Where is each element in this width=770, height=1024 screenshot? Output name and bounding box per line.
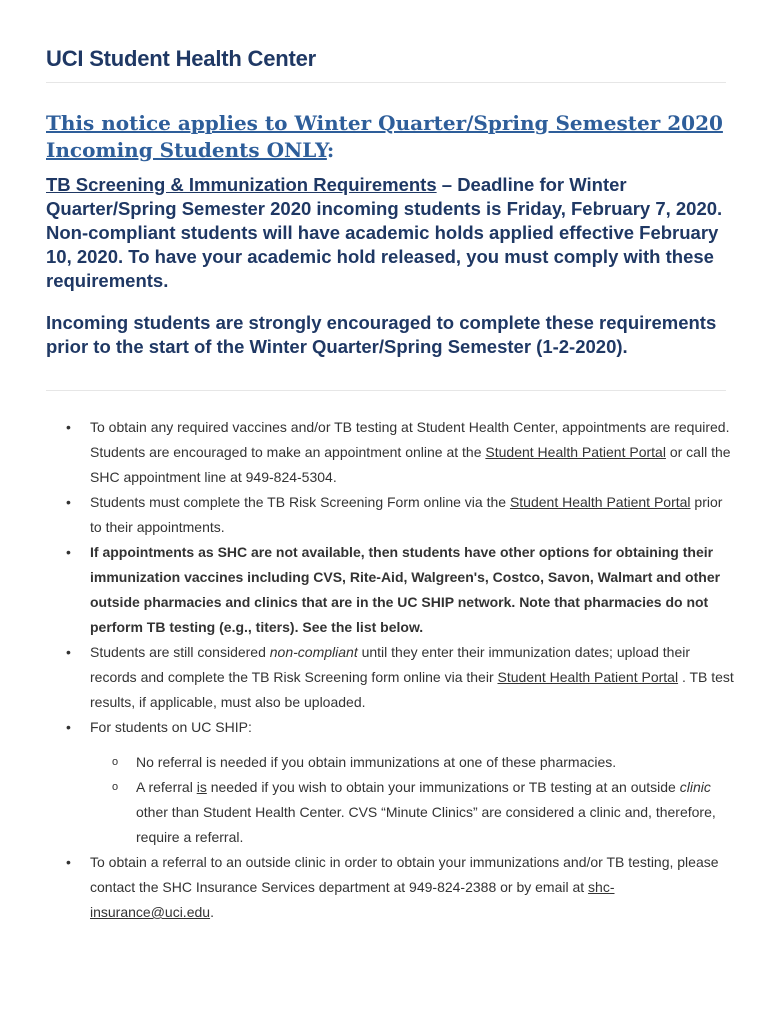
sub-list-item-text: other than Student Health Center. CVS “Minute Clinics” are considered a clinic and, therefore, require a referral. — [136, 804, 716, 845]
notice-colon: : — [326, 138, 335, 162]
clinic-term: clinic — [679, 779, 711, 795]
list-item-text: prior to their appointments. — [90, 494, 723, 535]
patient-portal-link[interactable]: Student Health Patient Portal — [497, 669, 679, 685]
requirements-link[interactable]: TB Screening & Immunization Requirements — [46, 174, 437, 195]
notice-heading — [46, 110, 736, 164]
encouragement-text: Incoming students are strongly encouraged to complete these requirements prior to the start of the Winter Quarter/Spring Semester (1-2-2020). — [46, 312, 717, 357]
notice-line-2: Incoming Students ONLY — [46, 138, 327, 162]
sub-list-item — [90, 750, 736, 775]
requirements-deadline — [46, 173, 736, 293]
circle-bullet-icon: o — [112, 781, 119, 793]
list-item-text: Students are still considered — [90, 644, 270, 660]
list-item — [46, 540, 736, 640]
sub-list-item-text: No referral is needed if you obtain immunizations at one of these pharmacies. — [136, 754, 617, 770]
bullet-icon: • — [66, 854, 71, 870]
list-item-text: . — [210, 904, 214, 920]
patient-portal-link[interactable]: Student Health Patient Portal — [509, 494, 691, 510]
bullet-icon: • — [66, 494, 71, 510]
list-item — [46, 850, 736, 925]
requirements-list — [46, 415, 736, 925]
bullet-icon: • — [66, 719, 71, 735]
page-title: UCI Student Health Center — [46, 46, 317, 71]
bullet-icon: • — [66, 544, 71, 560]
bullet-icon: • — [66, 644, 71, 660]
sub-list — [90, 750, 736, 850]
list-item — [46, 490, 736, 540]
list-item-text: If appointments as SHC are not available, then students have other options for obtaining their immunization vaccines including CVS, Rite-Aid, Walgreen's, Costco, Savon, Walmart and other outside pharmacies and clinics that are in the UC SHIP network. Note that pharmacies do not perform TB testing (e.g., titers). See the list below. — [90, 544, 721, 635]
list-item — [46, 715, 736, 850]
list-item-text: until they enter their immunization dates; upload their records and complete the TB Risk Screening form online via their — [90, 644, 690, 685]
list-item-text: Students must complete the TB Risk Screening Form online via the — [90, 494, 510, 510]
bullet-icon: • — [66, 419, 71, 435]
non-compliant-term: non-compliant — [269, 644, 358, 660]
list-item — [46, 640, 736, 715]
list-item-text: To obtain any required vaccines and/or TB testing at Student Health Center, appointments are required. Students are encouraged to make an appointment online at the — [90, 419, 730, 460]
divider — [46, 390, 726, 391]
list-item — [46, 415, 736, 490]
list-item-text: . TB test results, if applicable, must also be uploaded. — [90, 669, 734, 710]
list-item-text: To obtain a referral to an outside clinic in order to obtain your immunizations and/or TB testing, please contact the SHC Insurance Services department at 949-824-2388 or by email at — [90, 854, 719, 895]
sub-list-item — [90, 775, 736, 850]
patient-portal-link[interactable]: Student Health Patient Portal — [485, 444, 666, 460]
divider — [46, 82, 726, 83]
requirements-text: – Deadline for Winter Quarter/Spring Semester 2020 incoming students is Friday, February 7, 2020. Non-compliant students will have academic holds applied effective February 10, 2020. To have your academic hold released, you must comply with these requirements. — [46, 174, 723, 291]
sub-list-item-text: needed if you wish to obtain your immunizations or TB testing at an outside — [206, 779, 680, 795]
circle-bullet-icon: o — [112, 756, 119, 768]
notice-line-1: This notice applies to Winter Quarter/Spring Semester 2020 — [46, 111, 723, 135]
list-item-text: or call the SHC appointment line at 949-824-5304. — [90, 444, 731, 485]
insurance-email-link[interactable]: shc-insurance@uci.edu — [90, 879, 615, 920]
list-item-text: For students on UC SHIP: — [90, 719, 252, 735]
emphasis-is: is — [196, 779, 207, 795]
sub-list-item-text: A referral — [136, 779, 197, 795]
